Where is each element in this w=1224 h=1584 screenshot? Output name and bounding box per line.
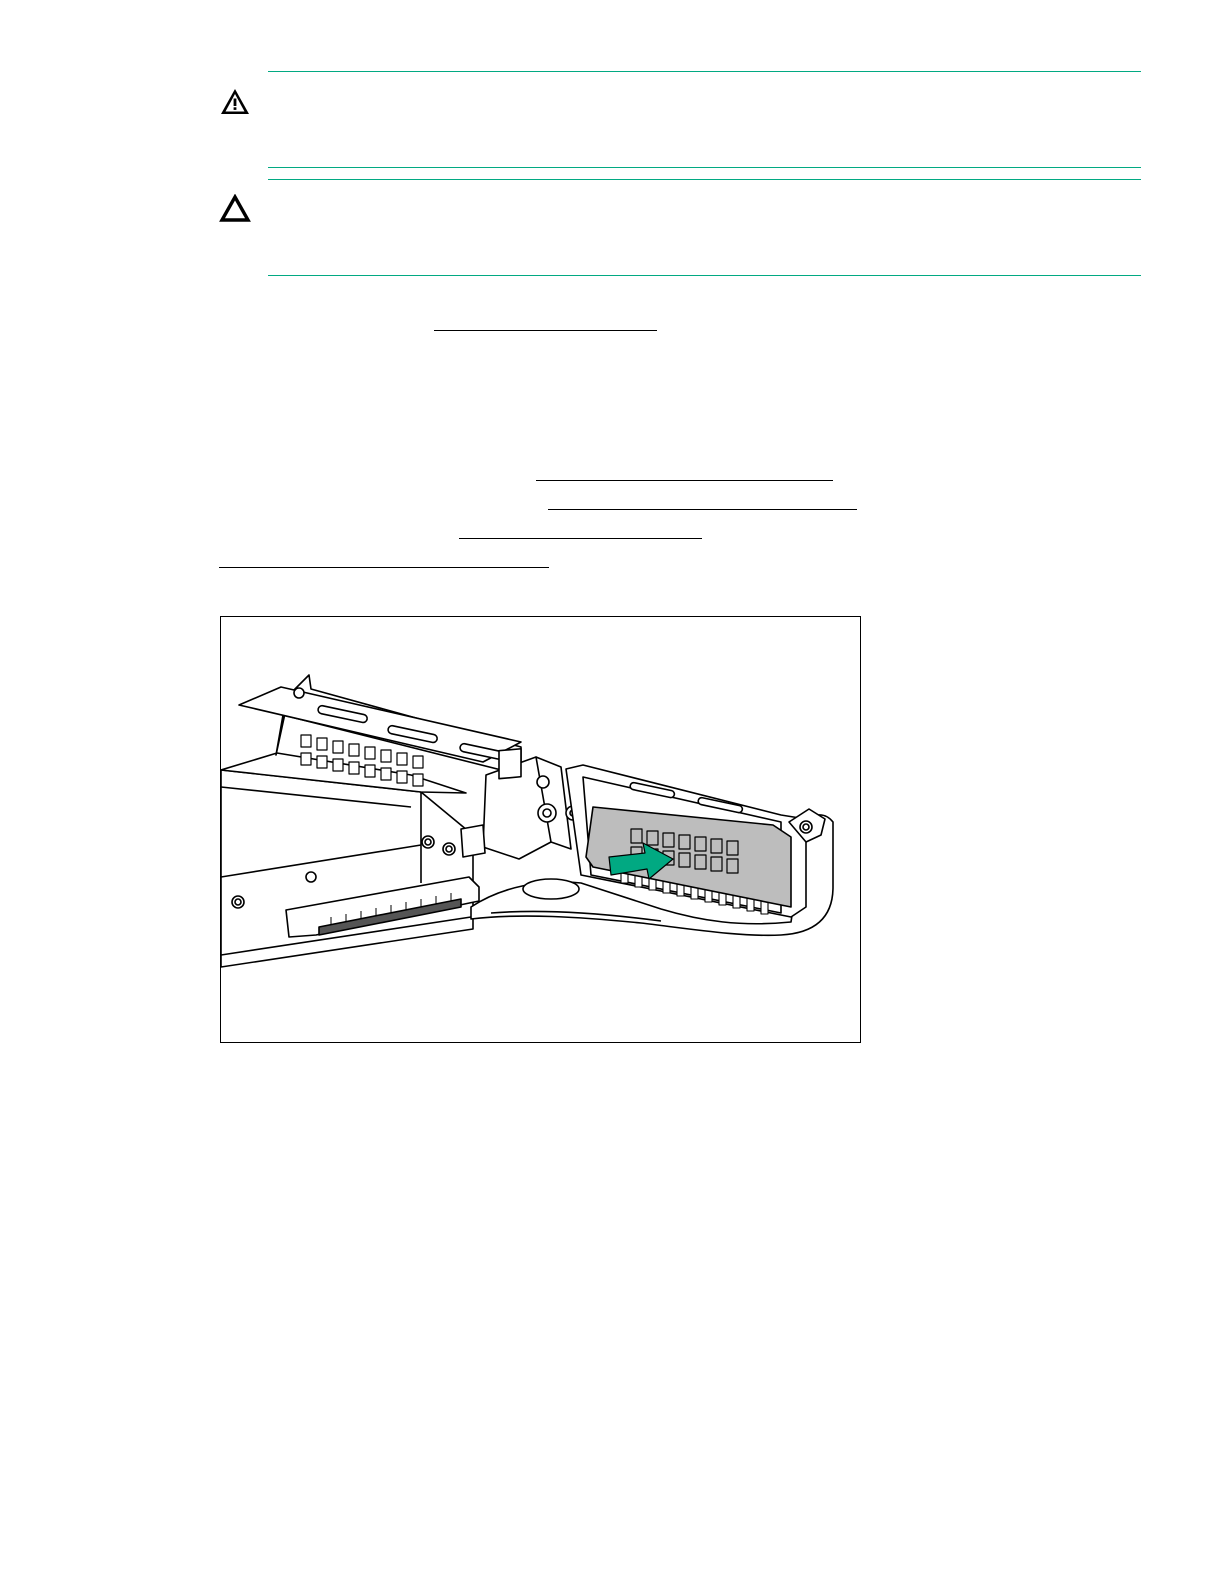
cross-reference-link-2[interactable] bbox=[536, 480, 833, 481]
warning-top-rule bbox=[268, 71, 1141, 72]
caution-bottom-rule bbox=[268, 275, 1141, 276]
warning-body bbox=[268, 80, 1141, 140]
cross-reference-link-5[interactable] bbox=[219, 567, 549, 568]
cross-reference-link-1[interactable] bbox=[434, 330, 657, 331]
cross-reference-link-3[interactable] bbox=[548, 509, 857, 510]
warning-bottom-rule bbox=[268, 167, 1141, 168]
cross-reference-link-4[interactable] bbox=[459, 538, 702, 539]
riser-cage-illustration bbox=[220, 616, 861, 1043]
procedure-step-2 bbox=[219, 345, 1141, 445]
procedure-step-3 bbox=[219, 460, 1141, 575]
warning-icon bbox=[219, 87, 251, 117]
riser-cage-drawing bbox=[221, 617, 861, 1043]
procedure-step-1 bbox=[219, 300, 1141, 340]
caution-icon bbox=[219, 194, 251, 224]
caution-body bbox=[268, 188, 1141, 248]
caution-top-rule bbox=[268, 179, 1141, 180]
